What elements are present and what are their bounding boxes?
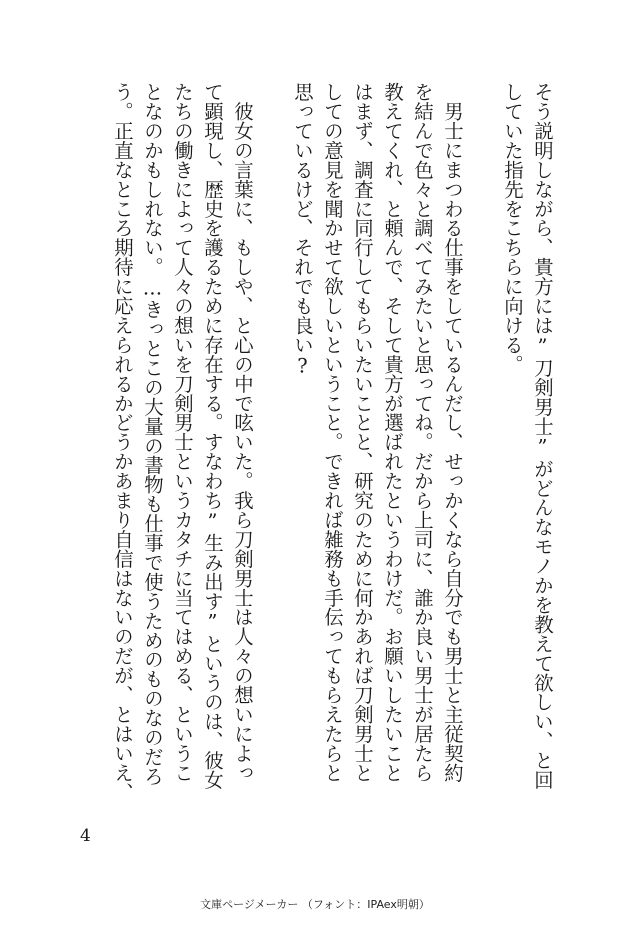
text-column: 教えてくれ、と頼んで、そして貴方が選ばれたというわけだ。お願いしたいこと [381,82,404,783]
text-column: 男士にまつわる仕事をしているんだし、せっかくなら自分でも男士と主従契約 [441,82,464,783]
text-column: していた指先をこちらに向ける。 [501,82,524,374]
text-column [77,82,107,802]
text-column: たちの働きによって人々の想いを刀剣男士というカタチに当てはめる、というこ [171,82,194,783]
text-column: そう説明しながら、貴方には”刀剣男士”がどんなモノかを教えて欲しい、と回 [531,82,554,790]
page-number: 4 [80,826,91,846]
text-column: を結んで色々と調べてみたいと思ってね。だから上司に、誰か良い男士が居たら [411,82,434,783]
text-column: 思っているけど、それでも良い? [291,82,314,378]
text-column: しての意見を聞かせて欲しいということ。できれば雑務も手伝ってもらえたらと [321,82,344,783]
footer-credit: 文庫ページメーカー （フォント：IPAex明朝） [200,898,430,911]
text-column: はまず、調査に同行してもらいたいことと、研究のために何かあれば刀剣男士と [351,82,374,783]
text-column: となのかもしれない。…きっとこの大量の書物も仕事で使うためのものなのだろ [141,82,164,786]
text-column: う。正直なところ期待に応えられるかどうかあまり自信はないのだが、とはいえ、 [111,82,134,802]
text-column: て顕現し、歴史を護るために存在する。すなわち”生み出す”というのは、彼女 [201,82,224,790]
text-column: 彼女の言葉に、もしや、と心の中で呟いた。我ら刀剣男士は人々の想いによっ [231,82,254,783]
